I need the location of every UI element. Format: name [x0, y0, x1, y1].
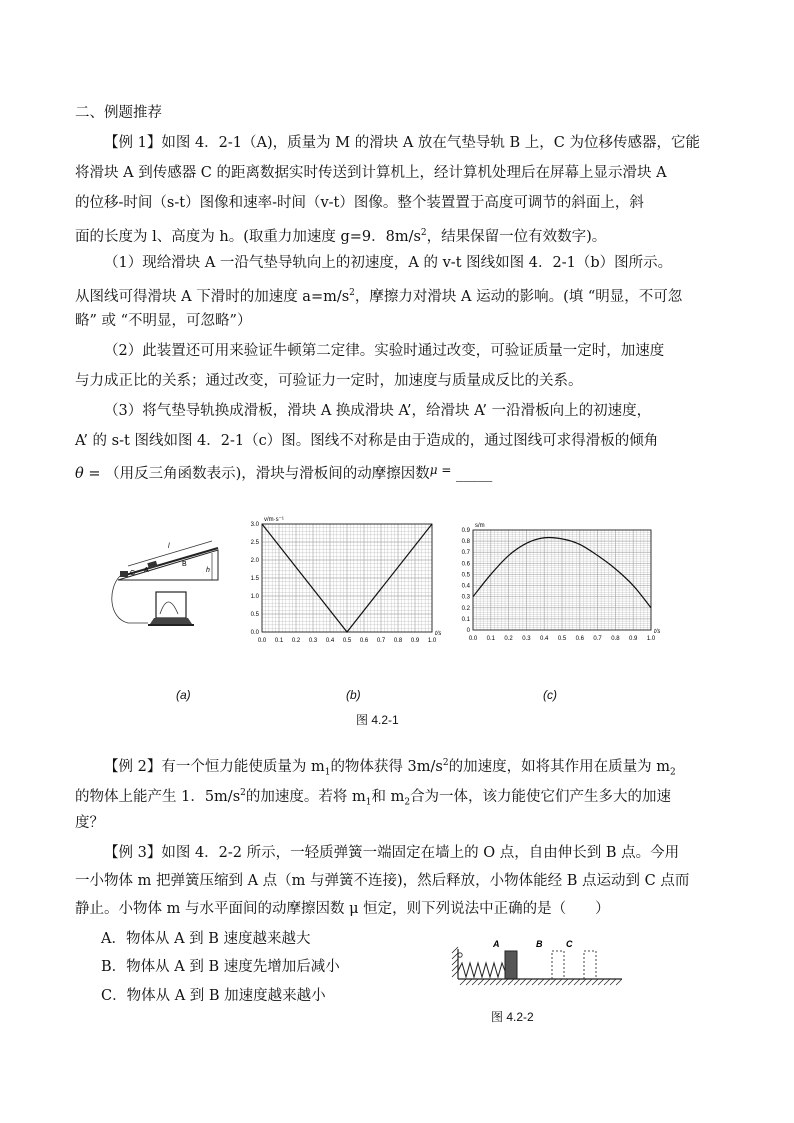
ex1-text: 如图 4．2-1（A)，质量为 M 的滑块 A 放在气垫导轨 B 上，C 为位移传感器，它能	[161, 135, 700, 151]
ex2-l1a: 有一个恒力能使质量为 m	[161, 758, 325, 775]
ex3-option-c: C．物体从 A 到 B 加速度越来越小	[101, 988, 326, 1004]
ex2-line-3: 度？	[75, 815, 104, 831]
y-tick-label: 0.9	[461, 528, 470, 534]
grid-fine	[262, 524, 432, 632]
figure-label-a: (a)	[176, 688, 191, 702]
x-tick-label: 1.0	[646, 636, 656, 642]
ex3-l1: 如图 4．2-2 所示，一轻质弹簧一端固定在墙上的 O 点，自由伸长到 B 点。今用	[161, 845, 680, 861]
q1-l2a: 从图线可得滑块 A 下滑时的加速度 a=m/s	[75, 288, 350, 305]
x-tick-label: 0.7	[376, 638, 386, 644]
x-axis-label: t/s	[435, 631, 442, 637]
x-tick-label: 0.8	[393, 638, 403, 644]
ex1-l4a: 面的长度为 l、高度为 h。(取重力加速度 g=9．8m/s	[75, 228, 421, 245]
ex1-line-2: 将滑块 A 到传感器 C 的距离数据实时传送到计算机上，经计算机处理后在屏幕上显示滑块 A	[75, 165, 667, 181]
grid-fine	[473, 530, 651, 630]
y-tick-label: 3.0	[250, 522, 259, 528]
ex2-line-1	[104, 753, 754, 783]
ex2-l1c: 的加速度，如将其作用在质量为 m	[448, 758, 670, 775]
ex1-l4sup: 2	[420, 228, 427, 238]
ex3-line-3: 静止。小物体 m 与水平面间的动摩擦因数 μ 恒定，则下列说法中正确的是（ ）	[75, 901, 610, 917]
ex2-l1s1: 1	[324, 767, 331, 778]
ex2-tag: 【例 2】	[104, 758, 162, 775]
ex3-option-b: B．物体从 A 到 B 速度先增加后减小	[101, 959, 340, 975]
x-tick-label: 0.4	[325, 638, 335, 644]
chart-b-velocity-time	[240, 512, 455, 650]
x-tick-label: 0.6	[575, 636, 584, 642]
figure2-caption: 图 4.2-2	[491, 1010, 534, 1024]
figure1-caption: 图 4.2-1	[356, 713, 399, 727]
x-tick-label: 0.0	[257, 638, 267, 644]
mu-symbol: μ =	[429, 463, 452, 477]
answer-blank: _____	[456, 466, 493, 482]
ex1-line-1	[104, 133, 754, 153]
section-title: 二、例题推荐	[75, 105, 162, 121]
ex3-line-2: 一小物体 m 把弹簧压缩到 A 点（m 与弹簧不连接)，然后释放，小物体能经 B 点运动到 C 点而	[75, 873, 690, 889]
ex1-q2-line-1: （2）此装置还可用来验证牛顿第二定律。实验时通过改变，可验证质量一定时，加速度	[104, 343, 665, 359]
y-tick-label: 0.2	[461, 605, 470, 612]
ex1-l4b: ，结果保留一位有效数字)。	[426, 228, 607, 245]
x-tick-label: 0.2	[504, 636, 513, 642]
x-tick-label: 1.0	[427, 638, 437, 644]
ex2-l2s1: 1	[365, 797, 372, 808]
label-l: l	[168, 543, 170, 550]
label-B: B	[536, 939, 543, 949]
ex2-l2d: 合为一体，该力能使它们产生多大的加速	[410, 788, 672, 805]
y-tick-label: 2.0	[250, 558, 259, 564]
y-tick-label: 1.5	[250, 576, 259, 582]
y-tick-label: 0	[466, 628, 470, 634]
figure-a-apparatus	[108, 528, 238, 648]
figure-label-c: (c)	[543, 688, 557, 702]
ex3-option-a: A．物体从 A 到 B 速度越来越大	[101, 931, 311, 947]
y-tick-label: 0.5	[461, 572, 470, 579]
ex2-l1b: 的物体获得 3m/s	[330, 758, 443, 775]
x-tick-label: 0.9	[629, 636, 638, 642]
ex1-q3-line-1: （3）将气垫导轨换成滑板，滑块 A 换成滑块 A’，给滑块 A’ 一沿滑板向上的初速度，	[104, 403, 652, 419]
ex1-q1-line-1: （1）现给滑块 A 一沿气垫导轨向上的初速度，A 的 v-t 图线如图 4．2-1（b）图所示。	[104, 255, 673, 271]
y-tick-label: 0.5	[250, 612, 259, 618]
x-tick-label: 0.2	[291, 638, 301, 644]
label-A: A	[144, 567, 149, 574]
label-h: h	[206, 567, 210, 574]
ex2-l1s2: 2	[669, 767, 676, 778]
y-axis-label: v/m·s⁻¹	[264, 517, 284, 523]
x-tick-label: 0.4	[540, 636, 549, 642]
x-tick-label: 0.0	[468, 636, 478, 642]
x-tick-label: 0.7	[593, 636, 602, 642]
y-tick-label: 2.5	[250, 540, 259, 546]
ex2-l1sup: 2	[442, 758, 449, 768]
ex3-tag: 【例 3】	[104, 845, 162, 861]
label-C: C	[566, 939, 573, 949]
y-tick-label: 0.7	[461, 550, 470, 557]
ex1-q1-line-3: 略” 或 “不明显，可忽略”）	[75, 313, 252, 329]
ex2-l2s2: 2	[404, 797, 411, 808]
q1-l2sup: 2	[349, 288, 355, 298]
ex2-l2sup: 2	[240, 788, 246, 798]
y-tick-label: 0.6	[461, 561, 470, 568]
ex1-q3-line-3	[75, 460, 725, 484]
y-tick-label: 0.8	[461, 539, 470, 546]
x-tick-label: 0.1	[274, 638, 284, 644]
label-A: A	[493, 939, 500, 949]
theta-symbol: θ =	[75, 466, 101, 482]
x-tick-label: 0.6	[359, 638, 369, 644]
x-tick-label: 0.1	[486, 636, 495, 642]
y-tick-label: 0.4	[461, 583, 470, 590]
ex1-line-3: 的位移-时间（s-t）图像和速率-时间（v-t）图像。整个装置置于高度可调节的斜面上，斜	[75, 195, 644, 211]
x-tick-label: 0.8	[611, 636, 620, 642]
chart-c-displacement-time	[455, 520, 675, 650]
y-axis-label: s/m	[475, 523, 485, 529]
ex1-q3-line-2: A’ 的 s-t 图线如图 4．2-1（c）图。图线不对称是由于造成的，通过图线可求得滑板的倾角	[75, 433, 659, 449]
label-C: C	[130, 570, 136, 577]
y-tick-label: 1.0	[250, 594, 259, 600]
x-tick-label: 0.5	[557, 636, 567, 642]
q3-l3a: （用反三角函数表示)，滑块与滑板间的动摩擦因数	[105, 466, 430, 482]
ex1-q2-line-2: 与力成正比的关系；通过改变，可验证力一定时，加速度与质量成反比的关系。	[75, 373, 583, 389]
q1-l2b: ，摩擦力对滑块 A 运动的影响。(填 “明显，不可忽	[354, 288, 683, 305]
ex1-tag: 【例 1】	[104, 135, 162, 151]
y-tick-label: 0.1	[461, 616, 470, 623]
ex2-line-2	[75, 783, 725, 813]
ex1-q1-line-2	[75, 283, 725, 307]
ex3-line-1	[104, 843, 754, 863]
ex2-l2b: 的加速度。若将 m	[245, 788, 366, 805]
x-tick-label: 0.3	[308, 638, 318, 644]
y-tick-label: 0.0	[250, 630, 259, 636]
y-tick-label: 0.3	[461, 594, 470, 601]
figure-spring-diagram	[450, 935, 640, 995]
label-B: B	[182, 561, 187, 568]
x-tick-label: 0.3	[522, 636, 531, 642]
ex1-line-4	[75, 223, 725, 247]
ex2-l2a: 的物体上能产生 1．5m/s	[75, 788, 241, 805]
x-axis-label: t/s	[654, 629, 661, 635]
x-tick-label: 0.5	[342, 638, 352, 644]
ex2-l2c: 和 m	[371, 788, 405, 805]
x-tick-label: 0.9	[410, 638, 420, 644]
figure-label-b: (b)	[346, 688, 361, 702]
